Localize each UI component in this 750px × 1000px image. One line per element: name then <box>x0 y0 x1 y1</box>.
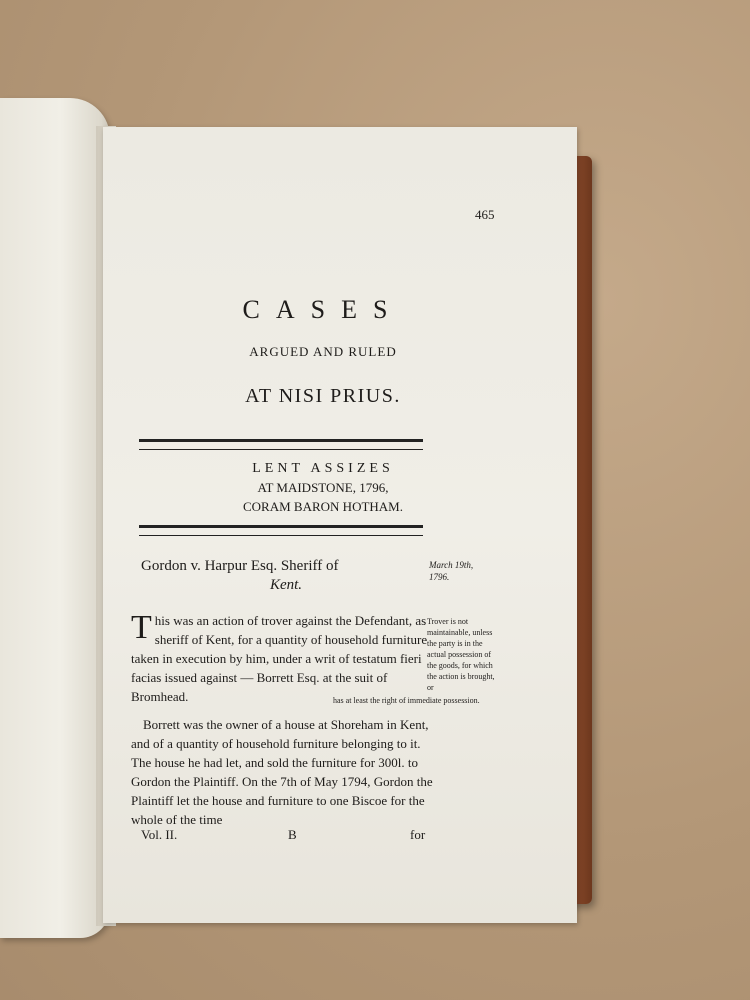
right-page <box>103 127 577 923</box>
case-title <box>141 557 431 595</box>
margin-date-line1: March 19th, <box>429 560 474 570</box>
margin-date-line2: 1796. <box>429 572 450 582</box>
left-page <box>0 98 110 938</box>
drop-cap: T <box>131 609 152 646</box>
footer-catchword: for <box>410 827 426 842</box>
paragraph-1-text: his was an action of trover against the Defendant, as sheriff of Kent, for a quantity of household furniture taken in execution by him, under a writ of testatum fieri facias issued against — Borrett Esq. at the suit of Bromhead. <box>131 613 428 704</box>
margin-date <box>429 559 473 583</box>
assize-line-2: AT MAIDSTONE, 1796, <box>257 480 389 495</box>
bottom-rule <box>139 525 423 536</box>
top-rule <box>139 439 423 450</box>
page-number: 465 <box>475 207 495 222</box>
margin-note: Trover is not maintainable, unless the party is in the actual possession of the goods, for which the action is brought, or <box>427 617 495 692</box>
paragraph-2: Borrett was the owner of a house at Shoreham in Kent, and of a quantity of household furniture belonging to it. The house he had let, and sold the furniture for 300l. to Gordon the Plaintiff. On the 7th of May 1794, Gordon the Plaintiff let the house and furniture to one Biscoe for the whole of the time <box>131 717 433 827</box>
margin-note-continued: has at least the right of immediate possession. <box>333 696 480 705</box>
page-subtitle-nisi-prius: AT NISI PRIUS. <box>245 385 401 407</box>
page-title: CASES <box>242 295 404 324</box>
case-title-text: Gordon v. Harpur Esq. Sheriff of <box>141 558 339 574</box>
footer-signature-mark: B <box>288 827 297 842</box>
page-subtitle: ARGUED AND RULED <box>249 344 397 359</box>
paragraph-1 <box>131 611 435 706</box>
footer-volume: Vol. II. <box>141 827 178 842</box>
case-title-kent: Kent. <box>269 577 303 593</box>
assize-line-1: LENT ASSIZES <box>252 461 394 476</box>
assize-line-3: CORAM BARON HOTHAM. <box>243 499 403 514</box>
